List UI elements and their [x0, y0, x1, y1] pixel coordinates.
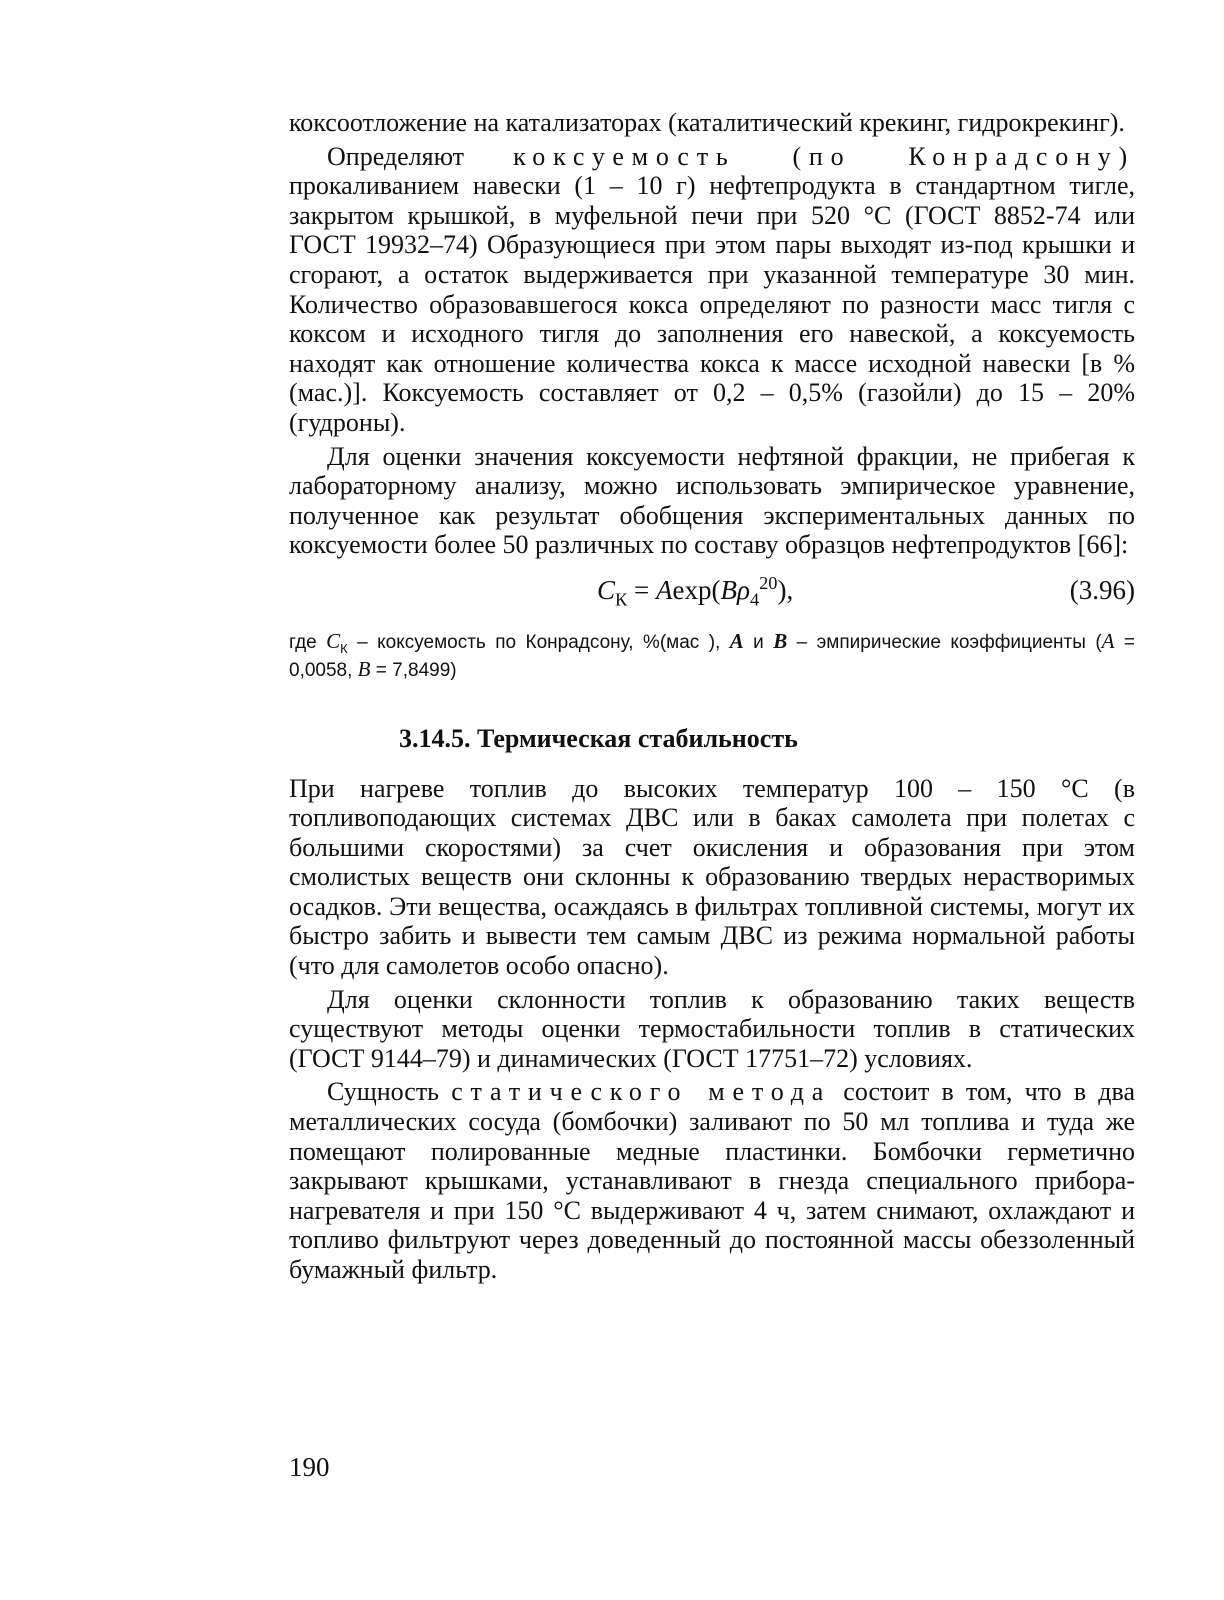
legend-a-value-var: A	[1101, 628, 1115, 653]
eq-b-rho: Bρ	[720, 574, 750, 605]
eq-close: ),	[777, 574, 794, 605]
legend-text-1: – коксуемость по Конрадсону, %(мас ),	[347, 631, 730, 653]
legend-b-value-var: B	[357, 656, 371, 681]
paragraph-2	[289, 142, 1135, 438]
legend-a-value: = 0,0058,	[289, 631, 1135, 681]
paragraph-6	[289, 1077, 1135, 1284]
legend-b-value: = 7,8499)	[370, 659, 457, 681]
eq-sign: =	[627, 574, 656, 605]
page-number: 190	[289, 1452, 330, 1482]
section-heading: 3.14.5. Термическая стабильность	[399, 723, 798, 753]
paragraph-4: При нагреве топлив до высоких температур 100 – 150 °С (в топливоподающих системах ДВС или в баках самолета при полетах с большими скоростями) за счет окисления и образования при этом смолистых веществ они склонны к образованию твердых нерастворимых осадков. Эти вещества, осаждаясь в фильтрах топливной системы, могут их быстро забить и вывести тем самым ДВС из режима нормальной работы (что для самолетов особо опасно).	[289, 773, 1135, 981]
paragraph-6-start: Сущность	[327, 1077, 452, 1107]
equation-3-96	[289, 566, 1135, 620]
eq-lhs: C	[597, 574, 616, 605]
eq-rho-sub: 4	[749, 589, 760, 610]
text-column	[289, 108, 1135, 1285]
legend-text-2: – эмпирические коэффициенты (	[787, 631, 1102, 653]
legend-and: и	[743, 631, 774, 653]
eq-a: A	[656, 574, 673, 605]
legend-c-sub: К	[340, 640, 348, 656]
paragraph-6-rest: состоит в том, что в два металлических сосуда (бомбочки) заливают по 50 мл топлива и туда же помещают полированные медные пластинки. Бомбочки герметично закрывают крышками, устанавливают в гнезда специального прибора-нагревателя и при 150 °С выдерживают 4 ч, затем снимают, охлаждают и топливо фильтруют через доведенный до постоянной массы обеззоленный бумажный фильтр.	[289, 1077, 1135, 1284]
legend-b: B	[773, 628, 788, 653]
eq-rho-sup: 20	[759, 572, 778, 593]
equation-expression	[597, 572, 794, 610]
paragraph-3: Для оценки значения коксуемости нефтяной фракции, не прибегая к лабораторному анализу, можно использовать эмпирическое уравнение, полученное как результат обобщения экспериментальных данных по коксуемости более 50 различных по составу образцов нефтепродуктов [66]:	[289, 441, 1135, 560]
equation-number: (3.96)	[1069, 574, 1135, 605]
paragraph-1: коксоотложение на катализаторах (каталитический крекинг, гидрокрекинг).	[289, 108, 1125, 137]
paragraph-2-rest: прокаливанием навески (1 – 10 г) нефтепродукта в стандартном тигле, закрытом крышкой, в муфельной печи при 520 °С (ГОСТ 8852-74 или ГОСТ 19932–74) Образующиеся при этом пары выходят из-под крышки и сгорают, а остаток выдерживается при указанной температуре 30 мин. Количество образовавшегося кокса определяют по разности масс тигля с коксом и исходного тигля до заполнения его навеской, а коксуемость находят как отношение количества кокса к массе исходной навески [в %(мас.)]. Коксуемость составляет от 0,2 – 0,5% (газойли) до 15 – 20% (гудроны).	[289, 171, 1135, 437]
equation-legend	[289, 628, 1135, 684]
legend-where: где	[289, 631, 327, 653]
paragraph-2-start: Определяют	[327, 141, 514, 171]
paragraph-5: Для оценки склонности топлив к образованию таких веществ существуют методы оценки термостабильности топлив в статических (ГОСТ 9144–79) и динамических (ГОСТ 17751–72) условиях.	[289, 984, 1135, 1073]
eq-exp: exp(	[672, 574, 721, 605]
eq-lhs-sub: К	[615, 589, 628, 610]
spaced-term-coking: коксуемость (по Конрадсону)	[513, 141, 1135, 171]
spaced-term-static-method: статического метода	[451, 1077, 832, 1107]
legend-c: C	[326, 628, 341, 653]
legend-a: A	[729, 628, 744, 653]
